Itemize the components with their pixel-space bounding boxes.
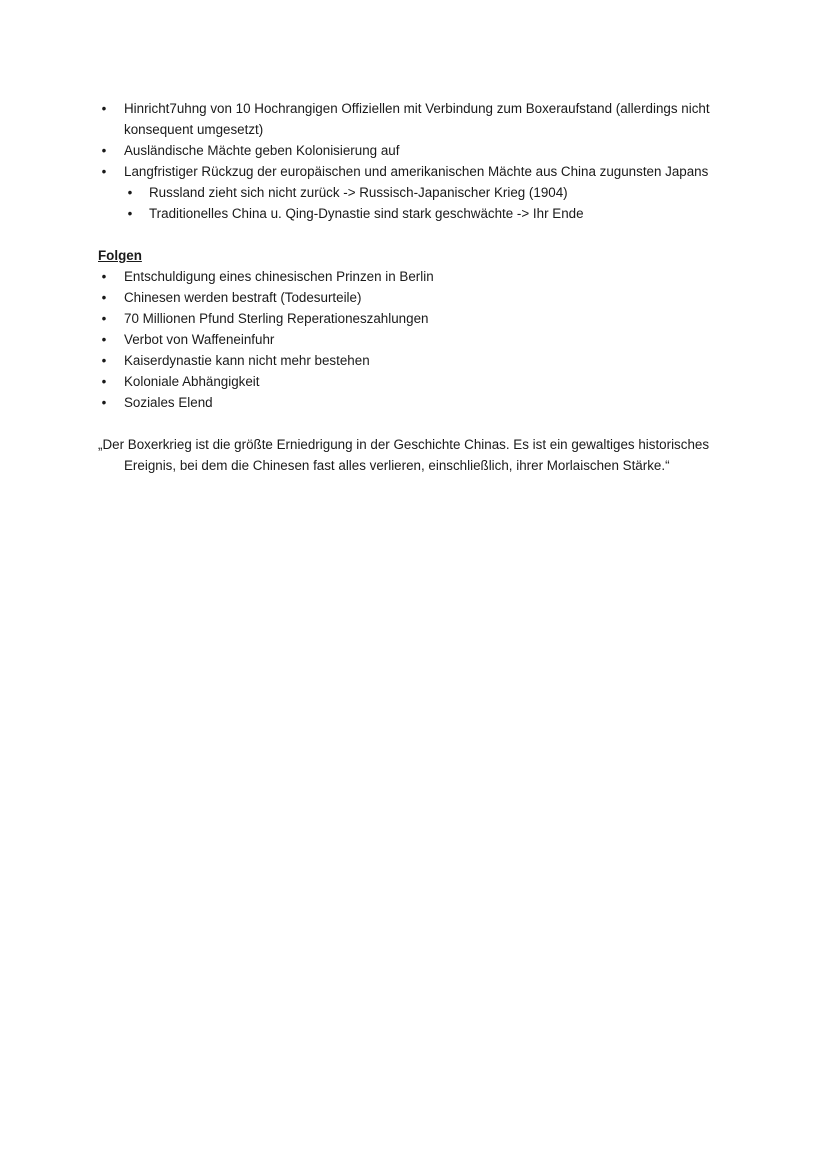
list-item-text: Kaiserdynastie kann nicht mehr bestehen (124, 353, 370, 368)
bullet-icon: • (101, 311, 107, 326)
bullet-icon: • (127, 185, 133, 200)
list-item (98, 287, 738, 308)
list-item-text: Soziales Elend (124, 395, 213, 410)
folgen-bullet-list (98, 266, 738, 413)
section-heading-folgen: Folgen (98, 248, 142, 263)
page-content (98, 98, 738, 489)
list-item-text: Koloniale Abhängigkeit (124, 374, 260, 389)
list-item (98, 140, 738, 161)
sub-bullet-list (124, 182, 738, 224)
list-item-text: Langfristiger Rückzug der europäischen und amerikanischen Mächte aus China zugunsten Japans (124, 164, 709, 179)
bullet-icon: • (127, 206, 133, 221)
sub-list-item (124, 182, 738, 203)
bullet-icon: • (101, 353, 107, 368)
bullet-icon: • (101, 101, 107, 116)
bullet-icon: • (101, 395, 107, 410)
list-item (98, 371, 738, 392)
bullet-icon: • (101, 164, 107, 179)
list-item (98, 161, 738, 224)
list-item (98, 308, 738, 329)
list-item-text: Chinesen werden bestraft (Todesurteile) (124, 290, 362, 305)
list-item (98, 266, 738, 287)
list-item-text: 70 Millionen Pfund Sterling Reperationeszahlungen (124, 311, 429, 326)
list-item-text: Verbot von Waffeneinfuhr (124, 332, 275, 347)
list-item (98, 329, 738, 350)
list-item (98, 98, 738, 140)
bullet-icon: • (101, 374, 107, 389)
list-item (98, 350, 738, 371)
list-item (98, 392, 738, 413)
quote-paragraph: „Der Boxerkrieg ist die größte Erniedrigung in der Geschichte Chinas. Es ist ein gewaltiges historisches Ereignis, bei dem die Chinesen fast alles verlieren, einschließlich, ihrer Morlaischen Stärke.“ (98, 437, 710, 473)
intro-bullet-list (98, 98, 738, 224)
sub-list-item (124, 203, 738, 224)
bullet-icon: • (101, 269, 107, 284)
bullet-icon: • (101, 332, 107, 347)
bullet-icon: • (101, 143, 107, 158)
bullet-icon: • (101, 290, 107, 305)
sub-list-item-text: Russland zieht sich nicht zurück -> Russisch-Japanischer Krieg (1904) (149, 185, 568, 200)
list-item-text: Entschuldigung eines chinesischen Prinzen in Berlin (124, 269, 434, 284)
list-item-text: Hinricht7uhng von 10 Hochrangigen Offiziellen mit Verbindung zum Boxeraufstand (allerdings nicht konsequent umgesetzt) (124, 101, 710, 137)
list-item-text: Ausländische Mächte geben Kolonisierung auf (124, 143, 400, 158)
sub-list-item-text: Traditionelles China u. Qing-Dynastie sind stark geschwächte -> Ihr Ende (149, 206, 584, 221)
